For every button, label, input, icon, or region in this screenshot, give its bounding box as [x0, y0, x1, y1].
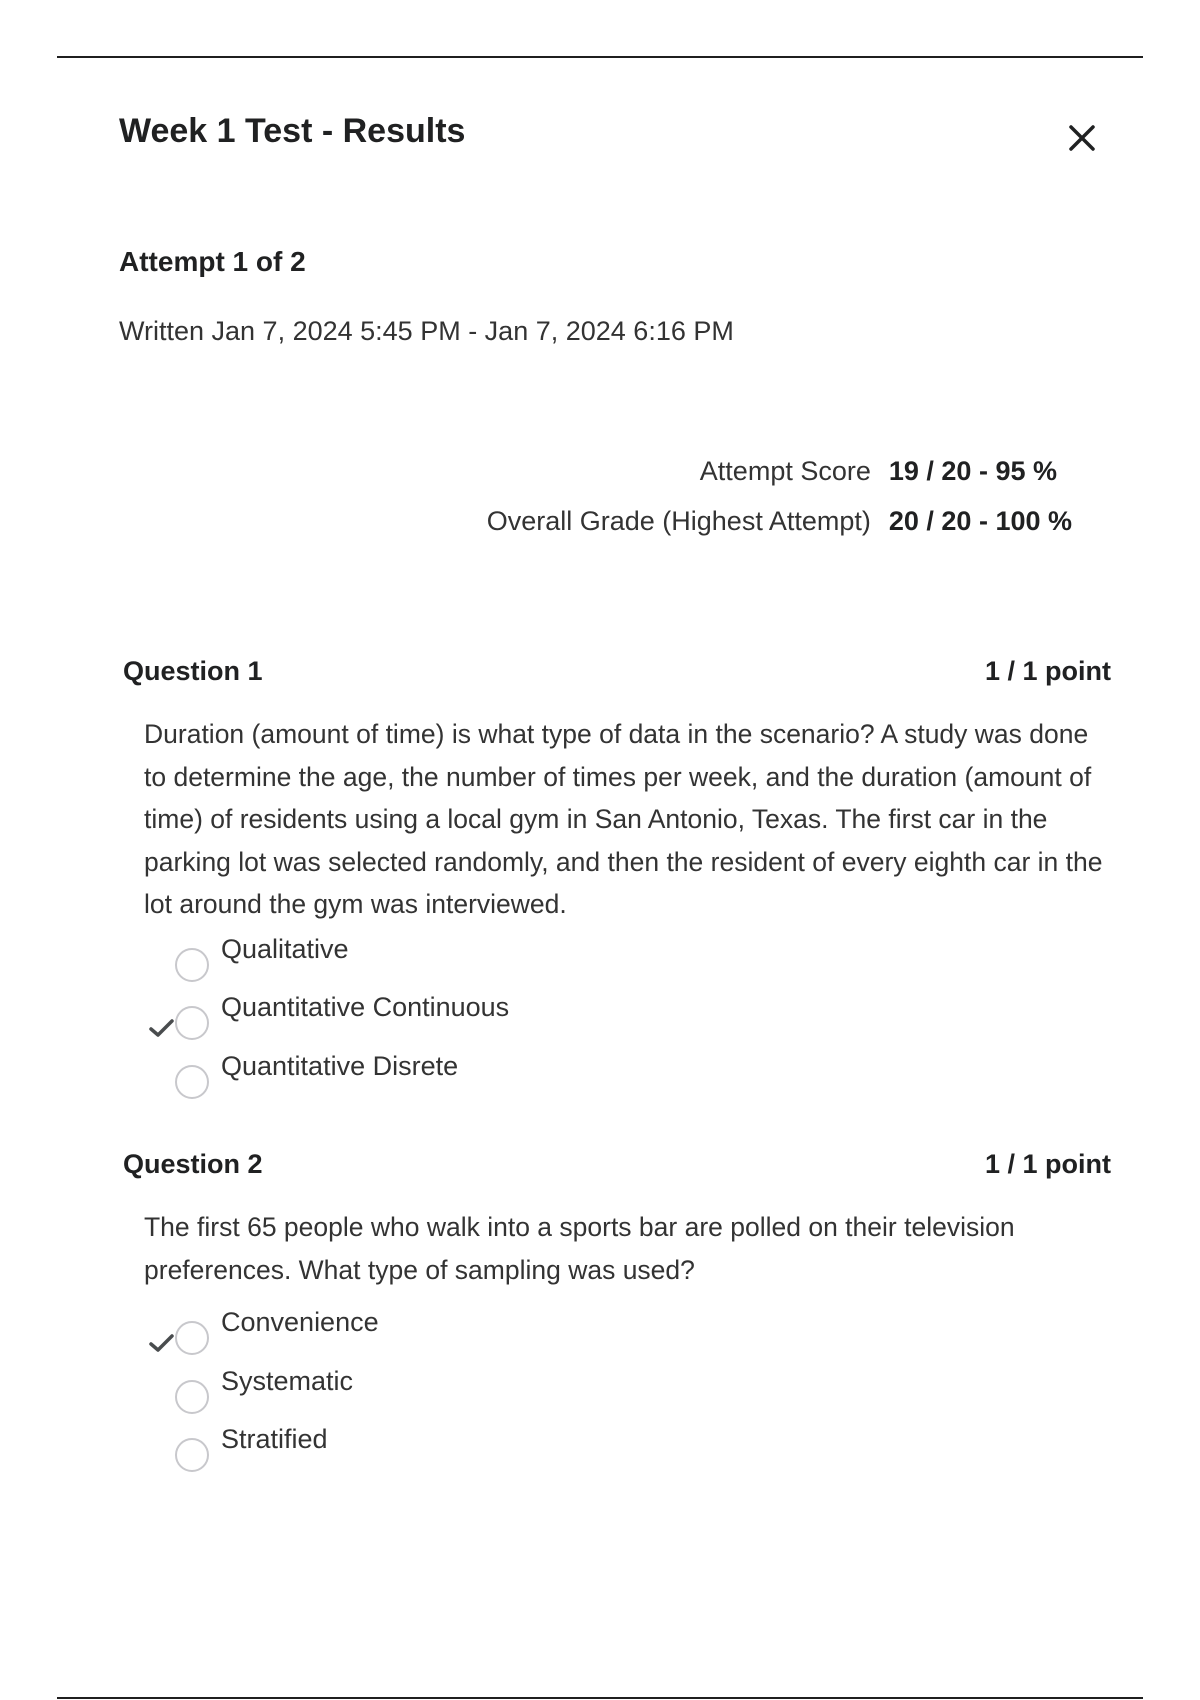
answer-label: Convenience: [221, 1307, 379, 1337]
answer-label: Stratified: [221, 1424, 328, 1454]
answer-label: Qualitative: [221, 933, 349, 964]
answer-label: Quantitative Disrete: [221, 1050, 459, 1081]
answer-radio[interactable]: [175, 1321, 209, 1355]
attempt-score-row: [487, 456, 1072, 506]
answer-label: Systematic: [221, 1365, 354, 1396]
answer-options: [123, 1307, 1111, 1489]
overall-grade-row: [487, 506, 1072, 556]
question-2: [123, 1149, 1111, 1489]
bottom-divider: [57, 1697, 1143, 1699]
written-timestamp: Written Jan 7, 2024 5:45 PM - Jan 7, 2024 6:16 PM: [119, 316, 734, 346]
answer-option: [123, 933, 1111, 999]
attempt-score-label: Attempt Score: [699, 456, 871, 486]
attempt-score-value: 19 / 20 - 95 %: [888, 456, 1057, 486]
answer-radio[interactable]: [175, 1065, 209, 1099]
answer-option: [123, 992, 1111, 1057]
answer-radio[interactable]: [175, 1006, 209, 1040]
overall-grade-label: Overall Grade (Highest Attempt): [486, 506, 871, 536]
question-1: [123, 656, 1111, 1115]
attempt-label: Attempt 1 of 2: [119, 246, 306, 277]
question-title: Question 2: [123, 1149, 263, 1179]
answer-radio[interactable]: [175, 948, 209, 982]
answer-option: [123, 1365, 1111, 1431]
answer-option: [123, 1424, 1111, 1489]
question-points: 1 / 1 point: [984, 656, 1111, 686]
close-icon: [1062, 118, 1102, 158]
page-title: Week 1 Test - Results: [119, 112, 466, 150]
answer-options: [123, 933, 1111, 1116]
question-header: [123, 656, 1111, 692]
question-header: [123, 1149, 1111, 1185]
checkmark-icon: [148, 1016, 176, 1040]
answer-radio[interactable]: [175, 1438, 209, 1472]
score-summary: [487, 456, 1072, 556]
question-points: 1 / 1 point: [984, 1149, 1111, 1179]
checkmark-icon: [148, 1331, 176, 1355]
answer-label: Quantitative Continuous: [221, 992, 510, 1022]
top-divider: [57, 56, 1143, 58]
answer-option: [123, 1307, 1111, 1372]
answer-option: [123, 1050, 1111, 1116]
question-text: The first 65 people who walk into a sports bar are polled on their television preferences. What type of sampling was used?: [144, 1212, 1015, 1285]
question-title: Question 1: [123, 656, 263, 686]
question-text: Duration (amount of time) is what type of data in the scenario? A study was done to determine the age, the number of times per week, and the duration (amount of time) of residents using a local gym in San Antonio, Texas. The first car in the parking lot was selected randomly, and then the resident of every eighth car in the lot around the gym was interviewed.: [144, 719, 1103, 919]
overall-grade-value: 20 / 20 - 100 %: [888, 506, 1072, 536]
answer-radio[interactable]: [175, 1380, 209, 1414]
close-button[interactable]: [1062, 118, 1102, 158]
